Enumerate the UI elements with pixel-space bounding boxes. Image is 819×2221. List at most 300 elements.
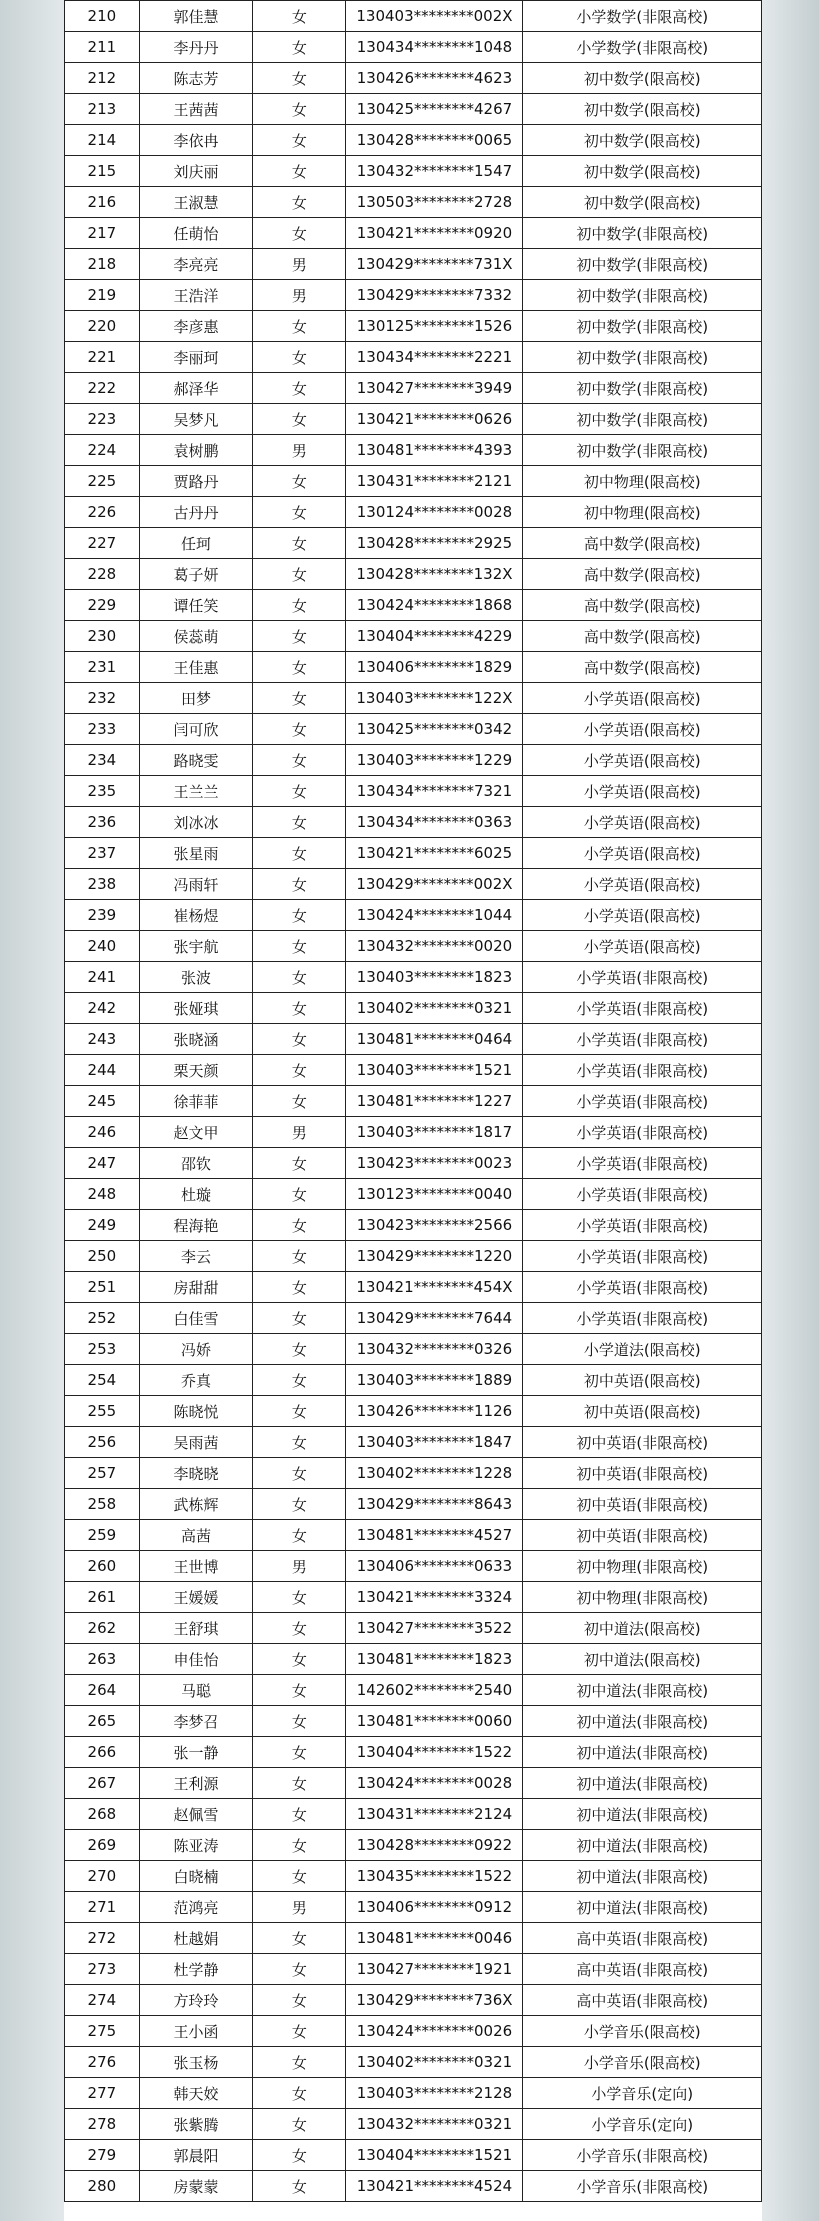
row-number: 273 — [65, 1954, 140, 1985]
candidate-gender: 女 — [253, 1985, 346, 2016]
row-number: 238 — [65, 869, 140, 900]
candidate-gender: 女 — [253, 1055, 346, 1086]
candidate-name: 冯娇 — [139, 1334, 253, 1365]
candidate-name: 刘庆丽 — [139, 156, 253, 187]
candidate-id-number: 130481********4527 — [346, 1520, 523, 1551]
candidate-name: 房甜甜 — [139, 1272, 253, 1303]
table-row — [65, 1737, 762, 1768]
table-row — [65, 1520, 762, 1551]
applied-position: 高中数学(限高校) — [523, 559, 762, 590]
candidate-name: 张玉杨 — [139, 2047, 253, 2078]
candidate-id-number: 130424********1868 — [346, 590, 523, 621]
table-row — [65, 683, 762, 714]
candidate-gender: 女 — [253, 1210, 346, 1241]
candidate-name: 白佳雪 — [139, 1303, 253, 1334]
candidate-name: 陈亚涛 — [139, 1830, 253, 1861]
candidate-name: 冯雨轩 — [139, 869, 253, 900]
applied-position: 小学英语(非限高校) — [523, 1272, 762, 1303]
table-row — [65, 1179, 762, 1210]
table-row — [65, 1923, 762, 1954]
row-number: 255 — [65, 1396, 140, 1427]
table-row — [65, 869, 762, 900]
candidate-id-number: 142602********2540 — [346, 1675, 523, 1706]
applied-position: 初中数学(非限高校) — [523, 311, 762, 342]
row-number: 270 — [65, 1861, 140, 1892]
candidate-id-number: 130427********3522 — [346, 1613, 523, 1644]
candidate-name: 范鸿亮 — [139, 1892, 253, 1923]
row-number: 214 — [65, 125, 140, 156]
row-number: 250 — [65, 1241, 140, 1272]
table-row — [65, 1861, 762, 1892]
table-row — [65, 94, 762, 125]
candidate-id-number: 130429********1220 — [346, 1241, 523, 1272]
candidate-name: 王世博 — [139, 1551, 253, 1582]
table-row — [65, 1241, 762, 1272]
row-number: 280 — [65, 2171, 140, 2202]
row-number: 249 — [65, 1210, 140, 1241]
candidate-id-number: 130427********3949 — [346, 373, 523, 404]
candidate-id-number: 130431********2121 — [346, 466, 523, 497]
candidate-gender: 女 — [253, 2016, 346, 2047]
table-row — [65, 1768, 762, 1799]
candidate-id-number: 130429********8643 — [346, 1489, 523, 1520]
candidate-id-number: 130421********0920 — [346, 218, 523, 249]
candidate-name: 王茜茜 — [139, 94, 253, 125]
applied-position: 初中道法(非限高校) — [523, 1737, 762, 1768]
applied-position: 初中物理(非限高校) — [523, 1551, 762, 1582]
candidate-gender: 女 — [253, 1179, 346, 1210]
table-row — [65, 590, 762, 621]
candidate-id-number: 130434********1048 — [346, 32, 523, 63]
applied-position: 小学英语(限高校) — [523, 683, 762, 714]
candidate-id-number: 130406********0633 — [346, 1551, 523, 1582]
applied-position: 高中英语(非限高校) — [523, 1954, 762, 1985]
row-number: 260 — [65, 1551, 140, 1582]
candidate-id-number: 130424********1044 — [346, 900, 523, 931]
row-number: 275 — [65, 2016, 140, 2047]
candidate-id-number: 130402********0321 — [346, 993, 523, 1024]
candidate-id-number: 130503********2728 — [346, 187, 523, 218]
candidate-gender: 女 — [253, 1582, 346, 1613]
candidate-gender: 女 — [253, 94, 346, 125]
candidate-gender: 女 — [253, 1272, 346, 1303]
candidate-gender: 女 — [253, 1365, 346, 1396]
row-number: 247 — [65, 1148, 140, 1179]
candidate-id-number: 130403********1823 — [346, 962, 523, 993]
candidate-gender: 女 — [253, 1644, 346, 1675]
candidate-name: 张波 — [139, 962, 253, 993]
candidate-name: 张紫腾 — [139, 2109, 253, 2140]
candidate-id-number: 130481********0464 — [346, 1024, 523, 1055]
row-number: 241 — [65, 962, 140, 993]
candidate-id-number: 130429********736X — [346, 1985, 523, 2016]
candidate-name: 李彦惠 — [139, 311, 253, 342]
table-row — [65, 249, 762, 280]
row-number: 226 — [65, 497, 140, 528]
table-row — [65, 280, 762, 311]
candidate-gender: 女 — [253, 807, 346, 838]
table-row — [65, 1489, 762, 1520]
applied-position: 小学英语(非限高校) — [523, 1210, 762, 1241]
candidate-id-number: 130403********1847 — [346, 1427, 523, 1458]
applied-position: 小学英语(限高校) — [523, 807, 762, 838]
table-row — [65, 1675, 762, 1706]
row-number: 248 — [65, 1179, 140, 1210]
applied-position: 初中英语(非限高校) — [523, 1520, 762, 1551]
table-row — [65, 1799, 762, 1830]
row-number: 252 — [65, 1303, 140, 1334]
candidate-name: 邵钦 — [139, 1148, 253, 1179]
applied-position: 初中英语(限高校) — [523, 1396, 762, 1427]
candidate-gender: 女 — [253, 497, 346, 528]
table-row — [65, 1551, 762, 1582]
candidate-name: 任珂 — [139, 528, 253, 559]
candidate-id-number: 130421********4524 — [346, 2171, 523, 2202]
candidate-id-number: 130428********0065 — [346, 125, 523, 156]
table-row — [65, 497, 762, 528]
candidate-name: 田梦 — [139, 683, 253, 714]
candidate-name: 谭任笑 — [139, 590, 253, 621]
candidate-id-number: 130434********0363 — [346, 807, 523, 838]
applied-position: 小学英语(限高校) — [523, 745, 762, 776]
candidate-gender: 女 — [253, 1706, 346, 1737]
applied-position: 小学英语(非限高校) — [523, 1303, 762, 1334]
table-row — [65, 1954, 762, 1985]
row-number: 261 — [65, 1582, 140, 1613]
candidate-id-number: 130423********0023 — [346, 1148, 523, 1179]
table-row — [65, 838, 762, 869]
candidate-gender: 女 — [253, 1086, 346, 1117]
candidate-id-number: 130404********4229 — [346, 621, 523, 652]
row-number: 215 — [65, 156, 140, 187]
candidate-id-number: 130403********1817 — [346, 1117, 523, 1148]
row-number: 212 — [65, 63, 140, 94]
candidate-gender: 男 — [253, 435, 346, 466]
candidate-id-number: 130481********4393 — [346, 435, 523, 466]
row-number: 259 — [65, 1520, 140, 1551]
row-number: 239 — [65, 900, 140, 931]
applied-position: 小学英语(限高校) — [523, 900, 762, 931]
applied-position: 小学音乐(非限高校) — [523, 2171, 762, 2202]
candidate-gender: 女 — [253, 1861, 346, 1892]
row-number: 223 — [65, 404, 140, 435]
candidate-name: 乔真 — [139, 1365, 253, 1396]
applied-position: 高中英语(非限高校) — [523, 1985, 762, 2016]
table-row — [65, 1, 762, 32]
applied-position: 小学英语(非限高校) — [523, 1179, 762, 1210]
candidate-gender: 女 — [253, 1303, 346, 1334]
candidate-id-number: 130403********2128 — [346, 2078, 523, 2109]
row-number: 227 — [65, 528, 140, 559]
candidate-name: 李晓晓 — [139, 1458, 253, 1489]
candidate-gender: 男 — [253, 249, 346, 280]
candidate-gender: 女 — [253, 1613, 346, 1644]
applied-position: 小学数学(非限高校) — [523, 1, 762, 32]
candidate-id-number: 130402********0321 — [346, 2047, 523, 2078]
table-row — [65, 1830, 762, 1861]
table-row — [65, 1644, 762, 1675]
applied-position: 初中数学(限高校) — [523, 125, 762, 156]
applied-position: 高中数学(限高校) — [523, 652, 762, 683]
table-row — [65, 900, 762, 931]
row-number: 229 — [65, 590, 140, 621]
candidate-id-number: 130431********2124 — [346, 1799, 523, 1830]
candidate-gender: 男 — [253, 1892, 346, 1923]
applied-position: 初中道法(非限高校) — [523, 1830, 762, 1861]
background-left — [0, 0, 64, 2221]
candidate-name: 房蒙蒙 — [139, 2171, 253, 2202]
table-row — [65, 373, 762, 404]
table-row — [65, 466, 762, 497]
candidate-name: 杜越娟 — [139, 1923, 253, 1954]
applied-position: 高中英语(非限高校) — [523, 1923, 762, 1954]
candidate-gender: 女 — [253, 2047, 346, 2078]
candidate-gender: 女 — [253, 1458, 346, 1489]
candidate-name: 陈志芳 — [139, 63, 253, 94]
row-number: 271 — [65, 1892, 140, 1923]
row-number: 254 — [65, 1365, 140, 1396]
candidate-id-number: 130428********132X — [346, 559, 523, 590]
table-row — [65, 1365, 762, 1396]
candidate-name: 方玲玲 — [139, 1985, 253, 2016]
applied-position: 小学英语(非限高校) — [523, 1055, 762, 1086]
table-row — [65, 1613, 762, 1644]
candidate-table-body — [65, 1, 762, 2202]
candidate-id-number: 130428********2925 — [346, 528, 523, 559]
candidate-name: 吴雨茜 — [139, 1427, 253, 1458]
candidate-id-number: 130429********002X — [346, 869, 523, 900]
row-number: 222 — [65, 373, 140, 404]
candidate-gender: 女 — [253, 1768, 346, 1799]
table-row — [65, 1334, 762, 1365]
candidate-name: 贾路丹 — [139, 466, 253, 497]
row-number: 230 — [65, 621, 140, 652]
applied-position: 小学英语(非限高校) — [523, 993, 762, 1024]
candidate-name: 路晓雯 — [139, 745, 253, 776]
candidate-id-number: 130421********454X — [346, 1272, 523, 1303]
candidate-id-number: 130429********731X — [346, 249, 523, 280]
candidate-gender: 女 — [253, 1954, 346, 1985]
table-row — [65, 1024, 762, 1055]
applied-position: 初中数学(限高校) — [523, 187, 762, 218]
applied-position: 高中数学(限高校) — [523, 621, 762, 652]
candidate-gender: 女 — [253, 1, 346, 32]
candidate-name: 郭晨阳 — [139, 2140, 253, 2171]
candidate-id-number: 130402********1228 — [346, 1458, 523, 1489]
row-number: 253 — [65, 1334, 140, 1365]
applied-position: 初中道法(非限高校) — [523, 1706, 762, 1737]
row-number: 225 — [65, 466, 140, 497]
candidate-name: 武栋辉 — [139, 1489, 253, 1520]
candidate-id-number: 130124********0028 — [346, 497, 523, 528]
candidate-id-number: 130403********1229 — [346, 745, 523, 776]
row-number: 237 — [65, 838, 140, 869]
candidate-id-number: 130432********0020 — [346, 931, 523, 962]
applied-position: 小学道法(限高校) — [523, 1334, 762, 1365]
candidate-name: 李丽珂 — [139, 342, 253, 373]
table-row — [65, 218, 762, 249]
candidate-name: 郭佳慧 — [139, 1, 253, 32]
candidate-name: 吴梦凡 — [139, 404, 253, 435]
row-number: 228 — [65, 559, 140, 590]
applied-position: 初中物理(非限高校) — [523, 1582, 762, 1613]
row-number: 264 — [65, 1675, 140, 1706]
candidate-name: 刘冰冰 — [139, 807, 253, 838]
candidate-name: 袁树鹏 — [139, 435, 253, 466]
applied-position: 小学英语(限高校) — [523, 838, 762, 869]
applied-position: 初中数学(限高校) — [523, 156, 762, 187]
candidate-id-number: 130432********0321 — [346, 2109, 523, 2140]
candidate-gender: 女 — [253, 1396, 346, 1427]
applied-position: 初中道法(限高校) — [523, 1613, 762, 1644]
table-row — [65, 187, 762, 218]
applied-position: 小学英语(限高校) — [523, 931, 762, 962]
table-row — [65, 1086, 762, 1117]
row-number: 244 — [65, 1055, 140, 1086]
row-number: 242 — [65, 993, 140, 1024]
candidate-id-number: 130432********0326 — [346, 1334, 523, 1365]
candidate-gender: 女 — [253, 125, 346, 156]
candidate-name: 马聪 — [139, 1675, 253, 1706]
applied-position: 小学音乐(定向) — [523, 2078, 762, 2109]
candidate-id-number: 130421********0626 — [346, 404, 523, 435]
table-row — [65, 962, 762, 993]
row-number: 263 — [65, 1644, 140, 1675]
candidate-name: 王佳惠 — [139, 652, 253, 683]
candidate-id-number: 130404********1521 — [346, 2140, 523, 2171]
row-number: 257 — [65, 1458, 140, 1489]
candidate-id-number: 130425********0342 — [346, 714, 523, 745]
applied-position: 小学英语(非限高校) — [523, 1241, 762, 1272]
candidate-gender: 女 — [253, 931, 346, 962]
candidate-gender: 女 — [253, 1148, 346, 1179]
candidate-gender: 女 — [253, 2078, 346, 2109]
candidate-id-number: 130403********1889 — [346, 1365, 523, 1396]
row-number: 211 — [65, 32, 140, 63]
candidate-name: 徐菲菲 — [139, 1086, 253, 1117]
applied-position: 初中数学(限高校) — [523, 63, 762, 94]
row-number: 262 — [65, 1613, 140, 1644]
row-number: 210 — [65, 1, 140, 32]
applied-position: 初中道法(非限高校) — [523, 1768, 762, 1799]
table-row — [65, 311, 762, 342]
candidate-gender: 男 — [253, 1551, 346, 1582]
candidate-name: 赵佩雪 — [139, 1799, 253, 1830]
candidate-gender: 女 — [253, 342, 346, 373]
candidate-id-number: 130481********1823 — [346, 1644, 523, 1675]
candidate-name: 申佳怡 — [139, 1644, 253, 1675]
table-row — [65, 1055, 762, 1086]
candidate-gender: 女 — [253, 1737, 346, 1768]
row-number: 220 — [65, 311, 140, 342]
row-number: 276 — [65, 2047, 140, 2078]
table-row — [65, 2109, 762, 2140]
candidate-name: 张宇航 — [139, 931, 253, 962]
candidate-gender: 女 — [253, 745, 346, 776]
row-number: 274 — [65, 1985, 140, 2016]
candidate-name: 郝泽华 — [139, 373, 253, 404]
candidate-name: 王兰兰 — [139, 776, 253, 807]
applied-position: 初中物理(限高校) — [523, 497, 762, 528]
candidate-gender: 女 — [253, 311, 346, 342]
candidate-gender: 女 — [253, 2109, 346, 2140]
table-row — [65, 1985, 762, 2016]
candidate-id-number: 130428********0922 — [346, 1830, 523, 1861]
applied-position: 初中数学(非限高校) — [523, 280, 762, 311]
candidate-name: 韩天姣 — [139, 2078, 253, 2109]
candidate-gender: 女 — [253, 652, 346, 683]
table-row — [65, 652, 762, 683]
row-number: 265 — [65, 1706, 140, 1737]
applied-position: 初中英语(限高校) — [523, 1365, 762, 1396]
candidate-id-number: 130481********0046 — [346, 1923, 523, 1954]
candidate-name: 栗天颜 — [139, 1055, 253, 1086]
candidate-id-number: 130481********0060 — [346, 1706, 523, 1737]
candidate-gender: 女 — [253, 1334, 346, 1365]
candidate-name: 王舒琪 — [139, 1613, 253, 1644]
candidate-gender: 女 — [253, 218, 346, 249]
candidate-id-number: 130404********1522 — [346, 1737, 523, 1768]
candidate-id-number: 130434********2221 — [346, 342, 523, 373]
row-number: 236 — [65, 807, 140, 838]
row-number: 267 — [65, 1768, 140, 1799]
applied-position: 小学英语(限高校) — [523, 776, 762, 807]
candidate-id-number: 130125********1526 — [346, 311, 523, 342]
candidate-gender: 女 — [253, 32, 346, 63]
candidate-gender: 女 — [253, 993, 346, 1024]
candidate-name: 李丹丹 — [139, 32, 253, 63]
row-number: 221 — [65, 342, 140, 373]
row-number: 272 — [65, 1923, 140, 1954]
applied-position: 小学英语(非限高校) — [523, 1024, 762, 1055]
applied-position: 小学英语(非限高校) — [523, 962, 762, 993]
candidate-id-number: 130123********0040 — [346, 1179, 523, 1210]
applied-position: 初中道法(非限高校) — [523, 1799, 762, 1830]
row-number: 234 — [65, 745, 140, 776]
table-row — [65, 156, 762, 187]
applied-position: 初中数学(非限高校) — [523, 404, 762, 435]
candidate-gender: 女 — [253, 63, 346, 94]
candidate-name: 王小函 — [139, 2016, 253, 2047]
candidate-name: 闫可欣 — [139, 714, 253, 745]
candidate-gender: 女 — [253, 1241, 346, 1272]
applied-position: 初中数学(非限高校) — [523, 249, 762, 280]
candidate-id-number: 130406********0912 — [346, 1892, 523, 1923]
candidate-gender: 男 — [253, 280, 346, 311]
candidate-gender: 女 — [253, 1830, 346, 1861]
table-row — [65, 1117, 762, 1148]
applied-position: 小学英语(非限高校) — [523, 1117, 762, 1148]
table-row — [65, 1272, 762, 1303]
row-number: 219 — [65, 280, 140, 311]
table-row — [65, 931, 762, 962]
candidate-name: 王媛媛 — [139, 1582, 253, 1613]
table-row — [65, 1582, 762, 1613]
applied-position: 初中英语(非限高校) — [523, 1458, 762, 1489]
table-row — [65, 807, 762, 838]
row-number: 266 — [65, 1737, 140, 1768]
candidate-gender: 女 — [253, 2171, 346, 2202]
candidate-gender: 女 — [253, 2140, 346, 2171]
candidate-id-number: 130429********7332 — [346, 280, 523, 311]
row-number: 268 — [65, 1799, 140, 1830]
row-number: 243 — [65, 1024, 140, 1055]
applied-position: 初中数学(非限高校) — [523, 342, 762, 373]
row-number: 232 — [65, 683, 140, 714]
candidate-name: 赵文甲 — [139, 1117, 253, 1148]
candidate-gender: 女 — [253, 1024, 346, 1055]
table-row — [65, 745, 762, 776]
